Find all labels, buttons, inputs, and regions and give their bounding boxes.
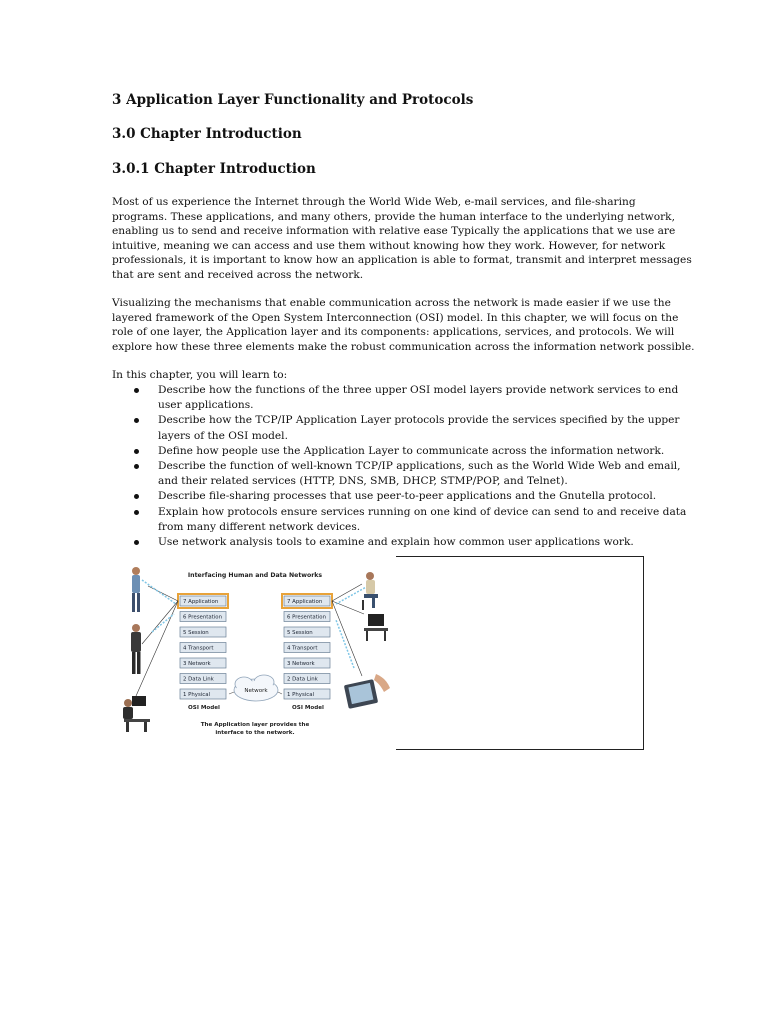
bullet-icon (134, 494, 139, 499)
osi-layer-label: 2 Data Link (183, 676, 214, 683)
objectives-intro (112, 368, 657, 383)
text-line: Describe file-sharing processes that use peer-to-peer applications and the Gnutella protocol. (158, 490, 657, 503)
osi-layer-label: 4 Transport (287, 645, 318, 652)
text-line: from many different network devices. (158, 520, 361, 533)
intro-paragraph-1 (112, 195, 692, 283)
right-model-label: OSI Model (292, 705, 324, 711)
text-line: In this chapter, you will learn to: (112, 369, 288, 381)
text-line: layers of the OSI model. (158, 429, 288, 442)
text-line: user applications. (158, 399, 254, 412)
osi-layer-label: 4 Transport (183, 645, 214, 652)
text-line: that are sent and received across the network. (112, 268, 364, 281)
text-line: Describe the function of well-known TCP/IP applications, such as the World Wide Web and email, (158, 460, 681, 473)
text-line: and their related services (HTTP, DNS, SMB, DHCP, STMP/POP, and Telnet). (158, 475, 568, 488)
osi-layer-label: 7 Application (183, 599, 219, 606)
text-line: Define how people use the Application Layer to communicate across the information network. (158, 444, 665, 457)
list-item (112, 383, 679, 413)
right-osi-stack (282, 594, 332, 711)
osi-figure (114, 556, 396, 750)
bullet-icon (134, 418, 139, 423)
bullet-icon (134, 464, 139, 469)
osi-layer-label: 2 Data Link (287, 676, 318, 683)
text-line: Most of us experience the Internet through the World Wide Web, e-mail services, and file-sharing (112, 196, 636, 208)
network-cloud-icon (234, 675, 278, 701)
osi-layer-label: 1 Physical (287, 692, 315, 699)
osi-layer-label: 6 Presentation (183, 614, 222, 621)
bullet-icon (134, 540, 139, 545)
text-line: Visualizing the mechanisms that enable communication across the network is made easier if we use the (112, 297, 671, 309)
chapter-title: 3 Application Layer Functionality and Protocols (112, 92, 474, 108)
osi-layer-label: 3 Network (287, 661, 315, 668)
list-item (112, 535, 672, 550)
text-line: intuitive, meaning we can access and use them without knowing how they work. However, for network (112, 239, 666, 252)
text-line: enabling us to send and receive information with relative ease Typically the applications that we use are (112, 225, 676, 238)
osi-layer-label: 6 Presentation (287, 614, 326, 621)
text-line: Describe how the TCP/IP Application Layer protocols provide the services specified by the upper (158, 414, 680, 427)
text-line: Describe how the functions of the three upper OSI model layers provide network services to end (158, 384, 679, 396)
left-model-label: OSI Model (188, 705, 220, 711)
figure-caption-line: interface to the network. (215, 730, 295, 736)
figure-title: Interfacing Human and Data Networks (187, 572, 323, 579)
osi-layer-label: 5 Session (287, 630, 313, 637)
cloud-label: Network (244, 688, 268, 694)
list-item (112, 459, 681, 489)
layer-list (180, 596, 226, 699)
figure-caption-line: The Application layer provides the (200, 722, 310, 728)
text-line: professionals, it is important to know how an application is able to format, transmit and interpret messages (112, 254, 692, 267)
bullet-icon (134, 449, 139, 454)
objectives-list (112, 383, 687, 550)
bullet-icon (134, 388, 139, 393)
text-line: role of one layer, the Application layer and its components: applications, services, and protocols. We will (112, 326, 675, 339)
subsection-heading: 3.0.1 Chapter Introduction (112, 161, 316, 177)
text-line: programs. These applications, and many others, provide the human interface to the underlying network, (112, 210, 675, 223)
osi-layer-label: 3 Network (183, 661, 211, 668)
text-line: Use network analysis tools to examine and explain how common user applications work. (158, 536, 634, 549)
osi-layer-label: 5 Session (183, 630, 209, 637)
osi-layer-label: 7 Application (287, 599, 323, 606)
list-item (112, 444, 672, 459)
intro-paragraph-2 (112, 296, 695, 354)
list-item (112, 413, 680, 443)
osi-layer-label: 1 Physical (183, 692, 211, 699)
list-item (112, 505, 687, 535)
text-line: Explain how protocols ensure services running on one kind of device can send to and receive data (158, 505, 687, 518)
text-line: explore how these three elements make the robust communication across the information network possible. (112, 340, 695, 353)
list-item (112, 489, 672, 504)
section-heading: 3.0 Chapter Introduction (112, 126, 302, 142)
layer-list (284, 596, 330, 699)
text-line: layered framework of the Open System Interconnection (OSI) model. In this chapter, we will focus on the (112, 311, 679, 324)
bullet-icon (134, 510, 139, 515)
left-osi-stack (178, 594, 228, 711)
figure-background (114, 556, 396, 750)
